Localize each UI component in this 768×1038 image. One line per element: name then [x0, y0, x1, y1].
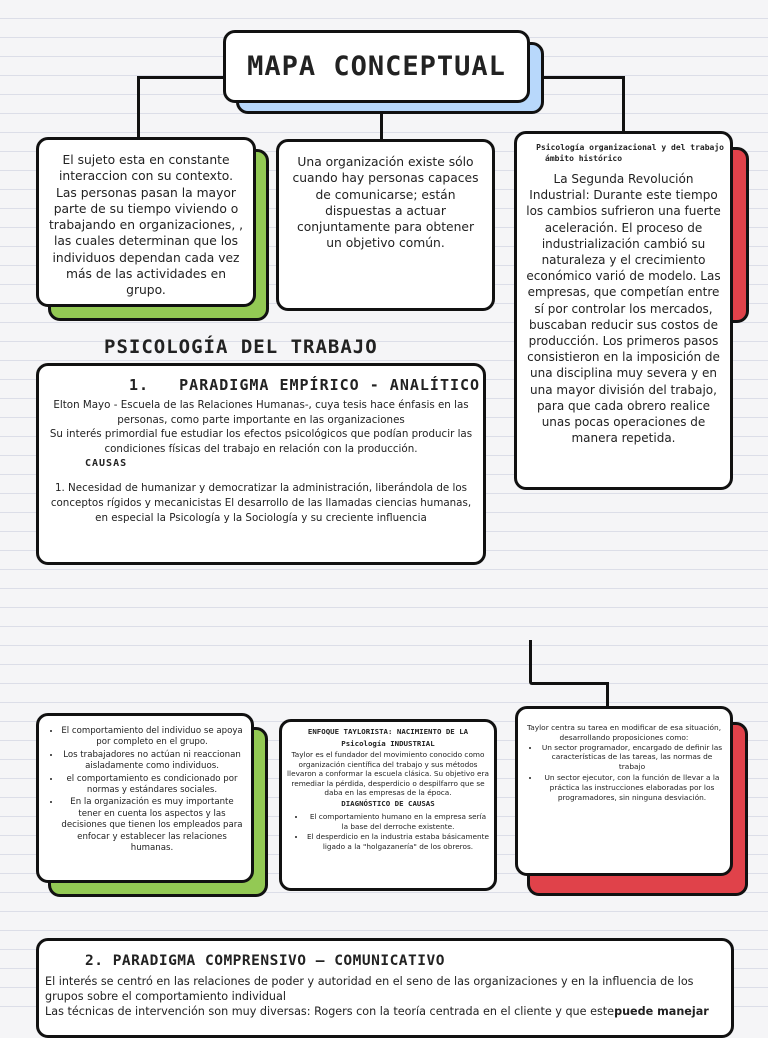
list-item: • Los trabajadores no actúan ni reaccionan aisladamente como individuos. [61, 750, 243, 773]
connector-line [137, 76, 227, 79]
list-item: • El comportamiento del individuo se apoya por completo en el grupo. [61, 726, 243, 749]
box-bm-list [286, 812, 490, 851]
list-item: • En la organización es muy importante tener en cuenta los aspectos y las decisiones que tienen los empleados para enfocar y establecer las relaciones humanas. [61, 797, 243, 854]
box-right [514, 131, 733, 490]
paradigm1-title: 1. PARADIGMA EMPÍRICO - ANALÍTICO [129, 376, 481, 394]
paradigm2-para2 [45, 1005, 725, 1020]
box-bm [279, 719, 497, 891]
box-bl-list [43, 726, 243, 854]
box-right-text: La Segunda Revolución Industrial: Durante este tiempo los cambios sufrieron una fuerte aceleración. El proceso de industrialización cambió su naturaleza y el crecimiento económico varió de modelo. Las empresas, que competían entre sí por controlar los mercados, buscaban reducir sus costos de producción. Los primeros pasos consistieron en la imposición de una disciplina muy severa y en una mayor división del trabajo, para que cada obrero realice unas pocas operaciones de manera repetida. [526, 172, 721, 446]
paradigm2-para2-bold: puede manejar [614, 1004, 709, 1018]
paradigm2-box [36, 938, 734, 1038]
list-item: • el comportamiento es condicionado por normas y estándares sociales. [61, 774, 243, 797]
paradigm2-title: 2. PARADIGMA COMPRENSIVO – COMUNICATIVO [85, 953, 445, 969]
paradigm1-para2: Su interés primordial fue estudiar los efectos psicológicos que podían producir las condiciones físicas del trabajo en relación con la producción. [49, 428, 473, 455]
connector-line [529, 682, 609, 685]
box-bm-diag-label: DIAGNÓSTICO DE CAUSAS [341, 798, 435, 808]
box-left-text: El sujeto esta en constante interaccion con su contexto. Las personas pasan la mayor parte de su tiempo viviendo o trabajando en organizaciones, , las cuales determinan que los individuos dependan cada vez más de las actividades en grupo. [48, 153, 244, 298]
box-br-list [524, 743, 724, 803]
box-bl [36, 713, 254, 883]
page-title: MAPA CONCEPTUAL [247, 51, 506, 82]
paradigm1-para1: Elton Mayo - Escuela de las Relaciones Humanas-, cuya tesis hace énfasis en las personas, como parte importante en las organizaciones [53, 399, 469, 426]
box-br [515, 706, 733, 876]
connector-line [529, 640, 532, 682]
paradigm1-box [36, 363, 486, 565]
box-bm-text: Taylor es el fundador del movimiento conocido como organización científica del trabajo y sus métodos llevaron a conformar la escuela clásica. Su objetivo era remediar la pérdida, desperdicio o despilfarro que se daba en las empresas de la época. [287, 750, 489, 798]
box-right-subheading: ámbito histórico [545, 154, 623, 163]
list-item: • El desperdicio en la industria estaba básicamente ligado a la "holgazanería" de los obreros. [306, 832, 490, 851]
box-right-heading: Psicología organizacional y del trabajo [536, 143, 724, 152]
paradigm1-causes-label: CAUSAS [85, 458, 128, 469]
box-bm-heading: ENFOQUE TAYLORISTA: NACIMIENTO DE LA Psicología INDUSTRIAL [307, 727, 469, 748]
paradigm2-para2-start: Las técnicas de intervención son muy diversas: Rogers con la teoría centrada en el cliente y que este [45, 1004, 615, 1018]
connector-line [137, 76, 140, 140]
list-item: • Un sector programador, encargado de definir las características de las tareas, las normas de trabajo [540, 743, 724, 772]
box-mid [276, 139, 495, 311]
box-mid-text: Una organización existe sólo cuando hay personas capaces de comunicarse; están dispuestas a actuar conjuntamente para obtener un objetivo común. [292, 155, 479, 251]
list-item: • Un sector ejecutor, con la función de llevar a la práctica las instrucciones elaboradas por los programadores, sin ninguna desviación. [540, 773, 724, 802]
list-item: • El comportamiento humano en la empresa sería la base del derroche existente. [306, 812, 490, 831]
title-box [223, 30, 530, 103]
paradigm2-para1: El interés se centró en las relaciones de poder y autoridad en el seno de las organizaciones y en la influencia de los grupos sobre el comportamiento individual [45, 975, 694, 1003]
paradigm1-cause1: 1. Necesidad de humanizar y democratizar la administración, liberándola de los conceptos rígidos y mecanicistas El desarrollo de las llamadas ciencias humanas, en especial la Psicología y la Sociología y su creciente influencia [50, 482, 472, 524]
box-br-intro: Taylor centra su tarea en modificar de esa situación, desarrollando proposiciones como: [526, 723, 722, 742]
box-left [36, 137, 256, 307]
connector-line [606, 682, 609, 708]
section-title: PSICOLOGÍA DEL TRABAJO [104, 336, 378, 358]
connector-line [622, 76, 625, 134]
